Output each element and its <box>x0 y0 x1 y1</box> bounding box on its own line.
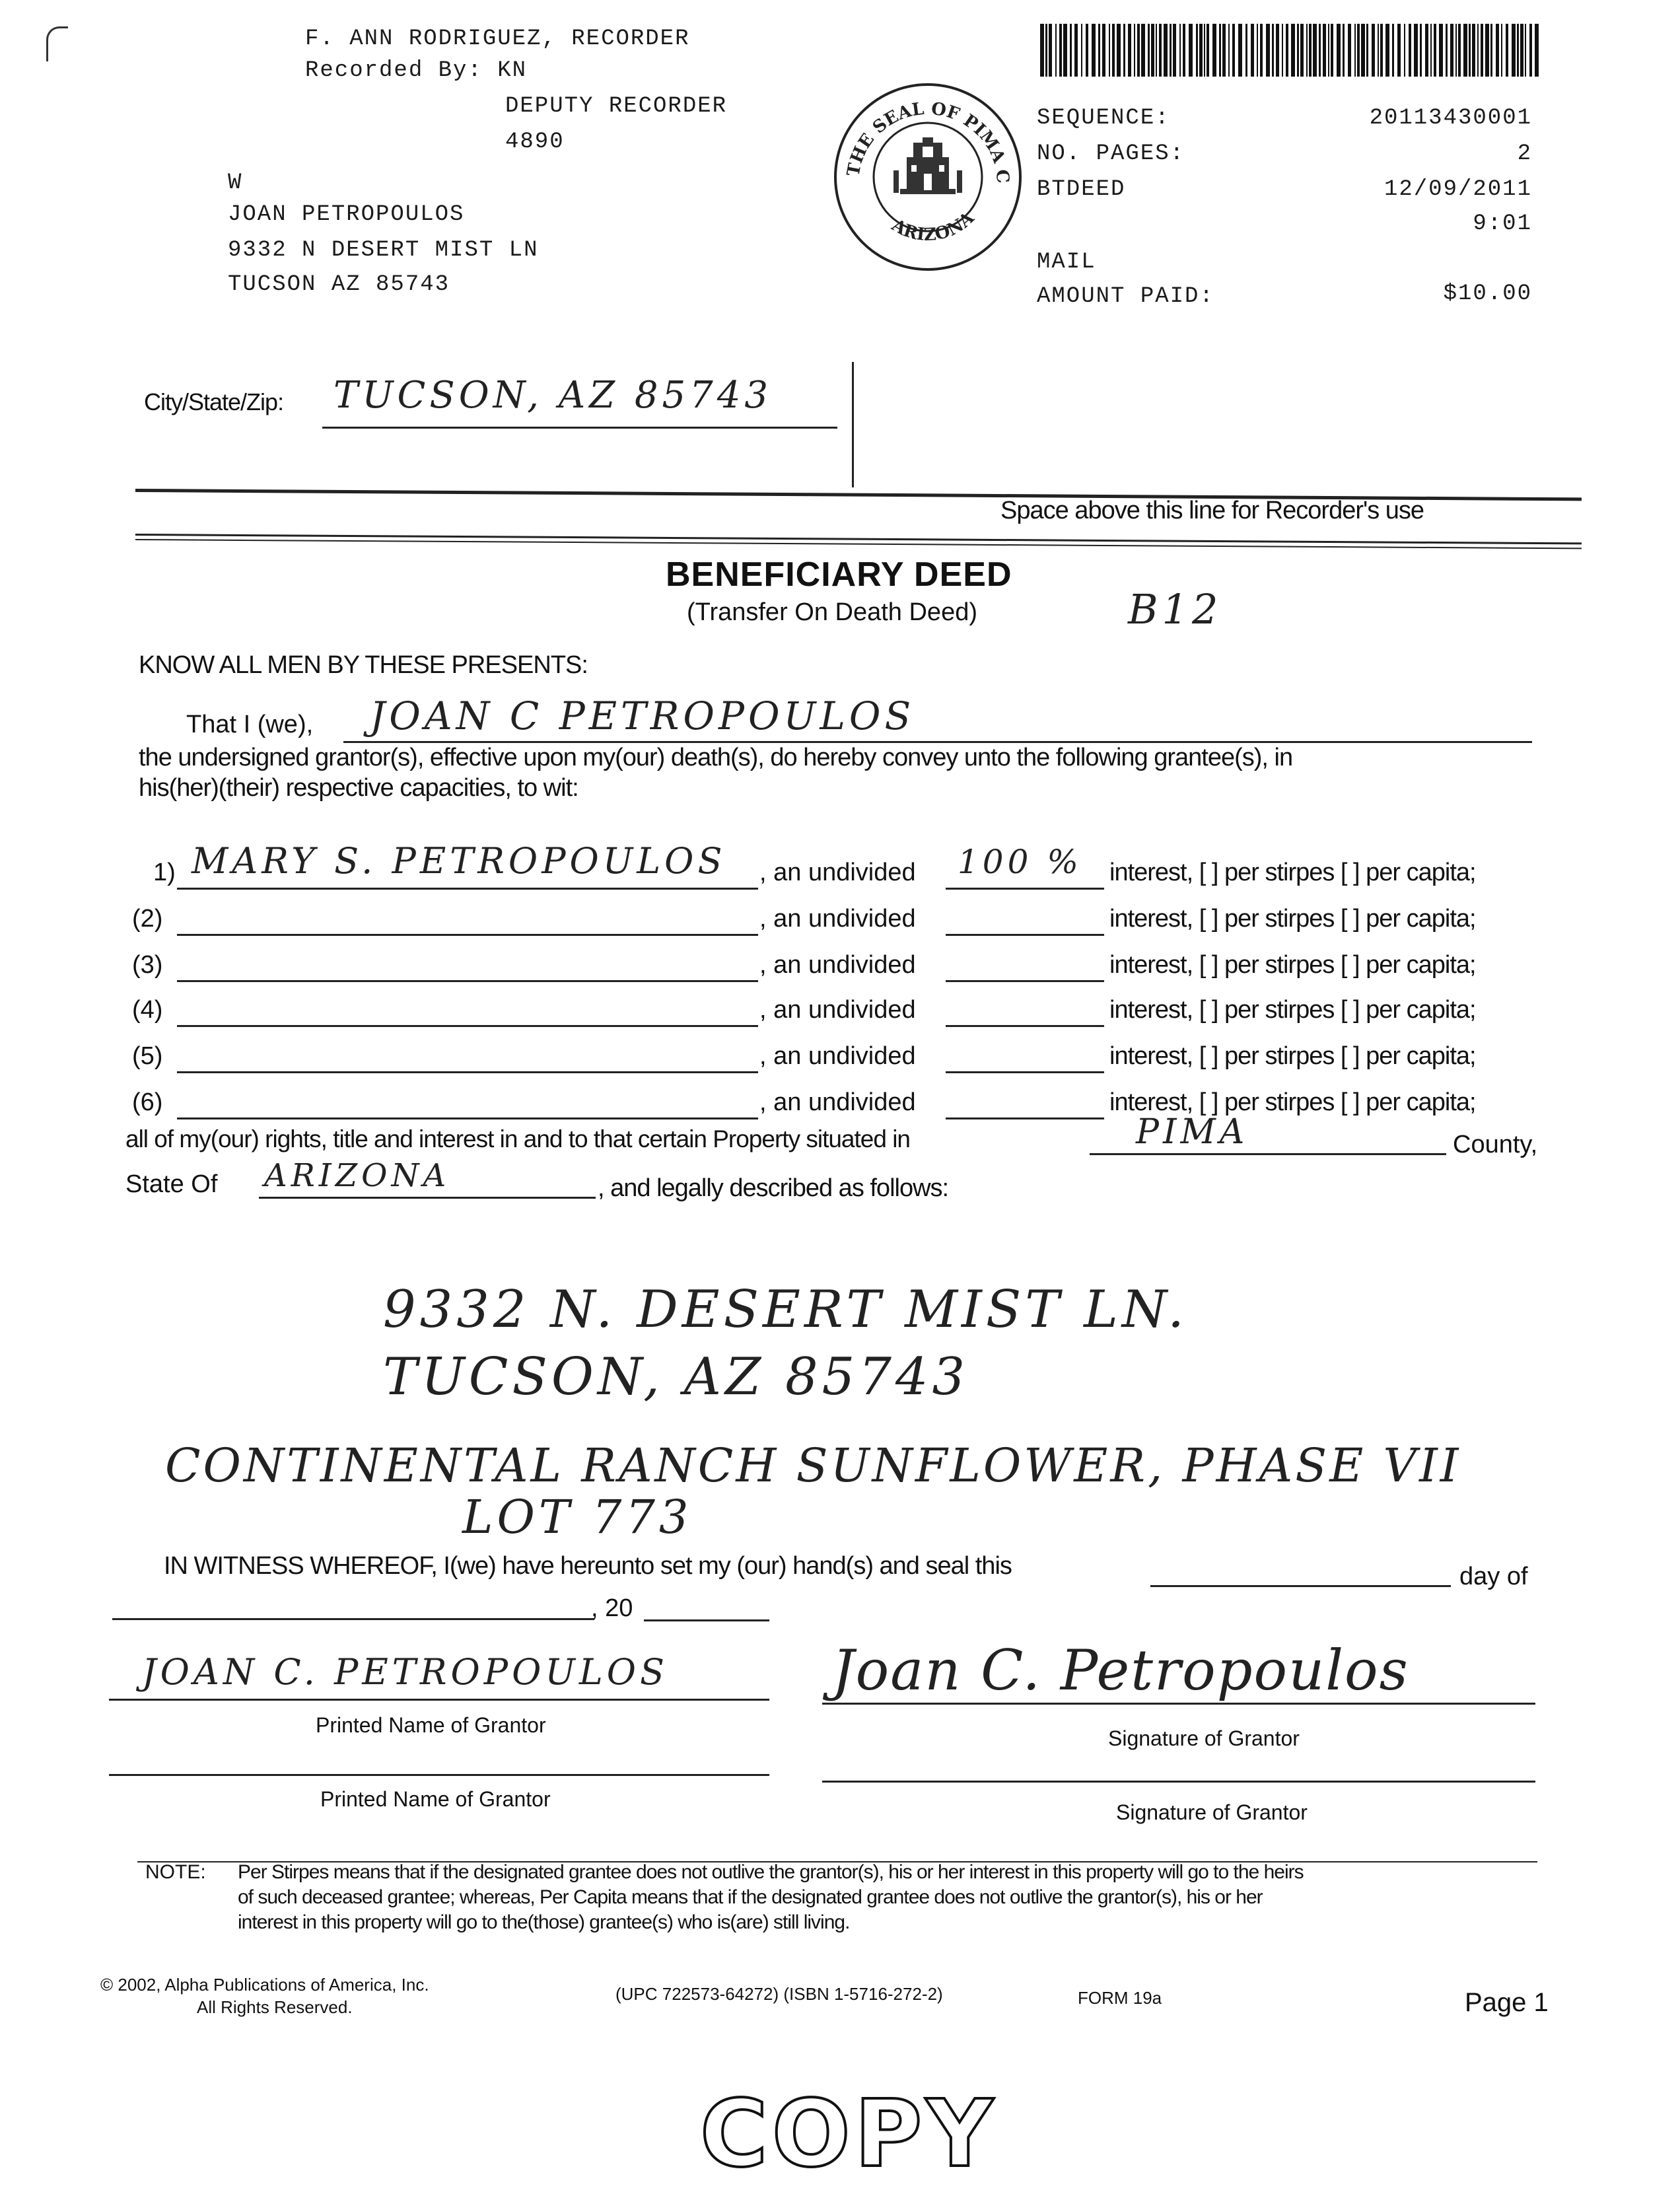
interest-clause: interest, [ ] per stirpes [ ] per capita; <box>1109 1088 1476 1116</box>
barcode-bar <box>1529 24 1532 77</box>
printed-name-1-label: Printed Name of Grantor <box>316 1713 546 1737</box>
undersigned-line-1: the undersigned grantor(s), effective upon my(our) death(s), do hereby convey unto the following grantee(s), in <box>139 744 1293 771</box>
footer-page: Page 1 <box>1465 1988 1549 2017</box>
barcode-bar <box>1117 24 1121 77</box>
grantee-name-underline <box>177 1117 758 1119</box>
barcode-bar <box>1134 24 1135 77</box>
recording-date: 12/09/2011 <box>1383 177 1532 202</box>
barcode-bar <box>1439 24 1443 77</box>
grantee-number: (6) <box>132 1088 163 1116</box>
barcode-bar <box>1286 24 1288 77</box>
barcode-bar <box>1430 24 1432 77</box>
city-state-zip-value: TUCSON, AZ 85743 <box>333 374 772 417</box>
barcode-bar <box>1434 24 1436 77</box>
deputy-recorder: DEPUTY RECORDER <box>505 94 728 119</box>
barcode-bar <box>1517 24 1519 77</box>
signature-1: Joan C. Petropoulos <box>832 1638 1409 1703</box>
barcode <box>1040 24 1542 77</box>
undivided-label: , an undivided <box>759 1042 916 1070</box>
signature-2-label: Signature of Grantor <box>1116 1800 1308 1824</box>
barcode-bar <box>1045 24 1047 77</box>
barcode-bar <box>1164 24 1168 77</box>
rights-text: all of my(our) rights, title and interest in and to that certain Property situated in <box>125 1125 911 1152</box>
printed-name-1: JOAN C. PETROPOULOS <box>142 1651 668 1693</box>
signature-1-underline <box>822 1703 1535 1705</box>
barcode-bar <box>1409 24 1411 77</box>
deed-subtitle: (Transfer On Death Deed) <box>687 598 977 626</box>
barcode-bar <box>1063 24 1067 77</box>
barcode-bar <box>1086 24 1088 77</box>
svg-text:THE SEAL OF PIMA COUNTY: THE SEAL OF PIMA C <box>843 98 1013 184</box>
grantee-name: MARY S. PETROPOULOS <box>192 840 726 882</box>
footer-form: FORM 19a <box>1078 1988 1162 2008</box>
barcode-bar <box>1260 24 1263 77</box>
barcode-bar <box>1251 24 1254 77</box>
barcode-bar <box>1219 24 1221 77</box>
barcode-bar <box>1337 24 1341 77</box>
barcode-bar <box>1151 24 1154 77</box>
know-all-men: KNOW ALL MEN BY THESE PRESENTS: <box>139 651 588 679</box>
grantee-name-underline <box>177 980 758 982</box>
grantee-share-underline <box>946 934 1104 936</box>
recording-time: 9:01 <box>1473 211 1532 236</box>
grantee-share-underline <box>946 1025 1104 1027</box>
barcode-bar <box>1183 24 1185 77</box>
barcode-bar <box>1204 24 1205 77</box>
recorder-code: 4890 <box>505 129 565 155</box>
legal-line-4: LOT 773 <box>462 1490 693 1544</box>
mail-to-city: TUCSON AZ 85743 <box>228 272 450 297</box>
undivided-label: , an undivided <box>759 1088 916 1116</box>
barcode-bar <box>1455 24 1457 77</box>
grantee-share-underline <box>946 1071 1104 1073</box>
barcode-bar <box>1361 24 1365 77</box>
pima-county-seal <box>829 78 1027 276</box>
recorder-name: F. ANN RODRIGUEZ, RECORDER <box>305 26 690 52</box>
barcode-bar <box>1081 24 1082 77</box>
grantee-name-underline <box>177 1025 758 1027</box>
barcode-bar <box>1238 24 1242 77</box>
sequence-value: 20113430001 <box>1369 106 1532 131</box>
that-i-label: That I (we), <box>186 711 314 738</box>
form-divider-vertical <box>852 362 854 487</box>
barcode-bar <box>1074 24 1078 77</box>
barcode-bar <box>1520 24 1523 77</box>
mail-to-street: 9332 N DESERT MIST LN <box>228 238 539 263</box>
footer-rights: All Rights Reserved. <box>197 1997 353 2017</box>
barcode-bar <box>1380 24 1383 77</box>
grantee-number: (2) <box>132 905 163 933</box>
barcode-bar <box>1397 24 1401 77</box>
pages-value: 2 <box>1517 141 1532 166</box>
barcode-bar <box>1331 24 1333 77</box>
mail-to-name: JOAN PETROPOULOS <box>228 202 465 227</box>
barcode-bar <box>1348 24 1351 77</box>
barcode-bar <box>1092 24 1096 77</box>
barcode-bar <box>1049 24 1052 77</box>
barcode-bar <box>1199 24 1203 77</box>
grantor-name-underline <box>343 741 1532 743</box>
county-value: PIMA <box>1136 1112 1249 1152</box>
form-code-handwritten: B12 <box>1128 585 1222 633</box>
witness-year-prefix: , 20 <box>591 1594 633 1622</box>
grantee-share: 100 % <box>958 843 1082 881</box>
note-line-1: Per Stirpes means that if the designated grantee does not outlive the grantor(s), his or her interest in this property will go to the heirs <box>238 1861 1304 1883</box>
barcode-bar <box>1228 24 1230 77</box>
copy-stamp: COPY <box>700 2080 997 2188</box>
city-state-zip-label: City/State/Zip: <box>144 388 284 415</box>
amount-paid-label: AMOUNT PAID: <box>1037 284 1214 309</box>
witness-month-underline <box>112 1618 594 1620</box>
recorded-by: Recorded By: KN <box>305 58 528 83</box>
barcode-bar <box>1525 24 1526 77</box>
undivided-label: , an undivided <box>759 905 916 933</box>
barcode-bar <box>1506 24 1508 77</box>
witness-day-underline <box>1150 1585 1451 1587</box>
note-line-3: interest in this property will go to the(those) grantee(s) who is(are) still living. <box>238 1911 850 1933</box>
barcode-bar <box>1354 24 1356 77</box>
barcode-bar <box>1485 24 1489 77</box>
barcode-bar <box>1272 24 1274 77</box>
city-state-zip-underline <box>322 427 837 429</box>
state-value: ARIZONA <box>264 1157 450 1194</box>
barcode-bar <box>1323 24 1326 77</box>
barcode-bar <box>1481 24 1483 77</box>
pages-label: NO. PAGES: <box>1037 141 1185 166</box>
mail-to-w: W <box>228 170 243 195</box>
note-label: NOTE: <box>145 1861 206 1883</box>
barcode-bar <box>1207 24 1209 77</box>
barcode-bar <box>1297 24 1299 77</box>
grantee-share-underline <box>946 888 1104 890</box>
county-label: County, <box>1453 1131 1538 1158</box>
barcode-bar <box>1109 24 1110 77</box>
barcode-bar <box>1319 24 1321 77</box>
interest-clause: interest, [ ] per stirpes [ ] per capita; <box>1109 1042 1476 1070</box>
barcode-bar <box>1420 24 1422 77</box>
interest-clause: interest, [ ] per stirpes [ ] per capita; <box>1109 996 1476 1024</box>
svg-text:ARIZONA: ARIZONA <box>888 208 979 246</box>
grantee-number: (5) <box>132 1042 163 1070</box>
barcode-bar <box>1137 24 1140 77</box>
barcode-bar <box>1257 24 1258 77</box>
barcode-bar <box>1343 24 1345 77</box>
footer-upc: (UPC 722573-64272) (ISBN 1-5716-272-2) <box>615 1984 943 2004</box>
barcode-bar <box>1414 24 1418 77</box>
barcode-bar <box>1378 24 1379 77</box>
barcode-bar <box>1232 24 1235 77</box>
barcode-bar <box>1366 24 1368 77</box>
grantee-number: 1) <box>153 859 176 886</box>
undivided-label: , an undivided <box>759 996 916 1024</box>
barcode-bar <box>1266 24 1270 77</box>
amount-paid-value: $10.00 <box>1443 281 1532 306</box>
scan-corner-mark <box>46 26 68 61</box>
note-line-2: of such deceased grantee; whereas, Per Capita means that if the designated grantee does not outlive the grantor(s), his or her <box>238 1886 1263 1908</box>
barcode-bar <box>1170 24 1172 77</box>
barcode-bar <box>1512 24 1516 77</box>
printed-name-2-label: Printed Name of Grantor <box>320 1787 551 1811</box>
interest-clause: interest, [ ] per stirpes [ ] per capita; <box>1109 905 1476 933</box>
barcode-bar <box>1173 24 1176 77</box>
barcode-bar <box>1458 24 1461 77</box>
printed-name-1-underline <box>109 1699 769 1701</box>
barcode-bar <box>1477 24 1479 77</box>
barcode-bar <box>1425 24 1428 77</box>
grantee-share-underline <box>946 980 1104 982</box>
recorder-use-note: Space above this line for Recorder's use <box>1000 497 1424 524</box>
barcode-bar <box>1328 24 1329 77</box>
grantee-share-underline <box>946 1117 1104 1119</box>
barcode-bar <box>1469 24 1471 77</box>
barcode-bar <box>1159 24 1162 77</box>
undivided-label: , an undivided <box>759 859 916 886</box>
barcode-bar <box>1472 24 1475 77</box>
grantee-number: (4) <box>132 996 163 1024</box>
barcode-bar <box>1123 24 1125 77</box>
barcode-bar <box>1306 24 1308 77</box>
barcode-bar <box>1357 24 1360 77</box>
witness-year-underline <box>644 1619 769 1621</box>
barcode-bar <box>1496 24 1499 77</box>
barcode-bar <box>1392 24 1394 77</box>
barcode-bar <box>1501 24 1502 77</box>
barcode-bar <box>1463 24 1467 77</box>
undersigned-line-2: his(her)(their) respective capacities, to wit: <box>139 774 578 802</box>
barcode-bar <box>1141 24 1145 77</box>
grantee-name-underline <box>177 934 758 936</box>
interest-clause: interest, [ ] per stirpes [ ] per capita; <box>1109 951 1476 979</box>
interest-clause: interest, [ ] per stirpes [ ] per capita; <box>1109 859 1476 886</box>
signature-1-label: Signature of Grantor <box>1108 1726 1300 1750</box>
barcode-bar <box>1300 24 1304 77</box>
barcode-bar <box>1490 24 1492 77</box>
barcode-bar <box>1055 24 1057 77</box>
barcode-bar <box>1212 24 1216 77</box>
legally-described: , and legally described as follows: <box>598 1174 949 1202</box>
barcode-bar <box>1291 24 1295 77</box>
barcode-bar <box>1040 24 1044 77</box>
deed-type-label: BTDEED <box>1037 177 1126 202</box>
state-underline <box>259 1197 596 1199</box>
barcode-bar <box>1313 24 1317 77</box>
barcode-bar <box>1112 24 1115 77</box>
barcode-bar <box>1156 24 1157 77</box>
barcode-bar <box>1179 24 1181 77</box>
barcode-bar <box>1276 24 1279 77</box>
barcode-bar <box>1102 24 1105 77</box>
witness-text: IN WITNESS WHEREOF, I(we) have hereunto set my (our) hand(s) and seal this <box>164 1552 1012 1580</box>
footer-copyright: © 2002, Alpha Publications of America, Inc. <box>100 1975 429 1995</box>
barcode-bar <box>1450 24 1453 77</box>
barcode-bar <box>1385 24 1389 77</box>
signature-2-underline <box>822 1781 1535 1783</box>
sequence-label: SEQUENCE: <box>1037 106 1170 131</box>
printed-name-2-underline <box>109 1774 769 1776</box>
barcode-bar <box>1222 24 1226 77</box>
mail-label: MAIL <box>1037 250 1096 275</box>
grantee-name-underline <box>177 1071 758 1073</box>
barcode-bar <box>1098 24 1100 77</box>
barcode-bar <box>1309 24 1312 77</box>
grantor-name: JOAN C PETROPOULOS <box>370 693 915 738</box>
deed-title: BENEFICIARY DEED <box>666 555 1012 594</box>
grantee-name-underline <box>177 888 758 890</box>
barcode-bar <box>1148 24 1150 77</box>
county-underline <box>1090 1153 1446 1155</box>
legal-line-2: TUCSON, AZ 85743 <box>383 1347 969 1407</box>
undivided-label: , an undivided <box>759 951 916 979</box>
barcode-bar <box>1070 24 1072 77</box>
barcode-bar <box>1282 24 1283 77</box>
legal-line-3: CONTINENTAL RANCH SUNFLOWER, PHASE VII <box>165 1438 1461 1493</box>
state-of-label: State Of <box>125 1170 218 1198</box>
barcode-bar <box>1128 24 1131 77</box>
legal-line-1: 9332 N. DESERT MIST LN. <box>383 1280 1188 1339</box>
barcode-bar <box>1189 24 1193 77</box>
barcode-bar <box>1404 24 1405 77</box>
barcode-bar <box>1059 24 1062 77</box>
witness-day-of: day of <box>1459 1563 1528 1590</box>
barcode-bar <box>1535 24 1539 77</box>
barcode-bar <box>1372 24 1375 77</box>
grantee-number: (3) <box>132 951 163 979</box>
barcode-bar <box>1446 24 1448 77</box>
barcode-bar <box>1196 24 1198 77</box>
recorder-line-bottom-2 <box>135 539 1582 549</box>
barcode-bar <box>1245 24 1247 77</box>
